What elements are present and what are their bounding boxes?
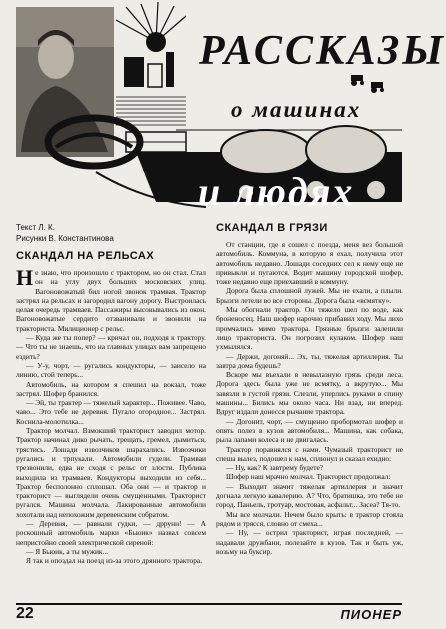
- right-column: [216, 240, 403, 600]
- right-paragraph: Мы все молчали. Нечем было крыть: в трактор стояла рядом и трясся, словно от смеха...: [216, 509, 403, 528]
- credits: [16, 222, 114, 244]
- right-paragraph: Мы обогнали трактор. Он тяжело шел по воде, как броненосец. Наш шофер нарочно прибавил ходу. Мы лихо промчались мимо трактора. Грязные брызги залепили лицо тракториста. Он погрозил кулаком. Шофер наш ухмылялся.: [216, 305, 403, 352]
- title-line-3: и людях: [198, 169, 355, 214]
- credits-text-author: Текст Л. К.: [16, 223, 55, 232]
- right-paragraph: — Догонит, чорт, — смущенно пробормотал шофер и опять полез в кузов автомобиля... Машина, как собака, рыла лапами колеса и не двигалась.: [216, 416, 403, 445]
- right-paragraph: Трактор поравнялся с нами. Чумазый тракторист не спеша вылез, подошел к нам, сплюнул и сказал ехидно:: [216, 444, 403, 463]
- left-column: [16, 265, 206, 600]
- left-section-heading: СКАНДАЛ НА РЕЛЬСАХ: [16, 250, 155, 262]
- left-paragraph: Автомобиль, на котором я спешил на вокзал, тоже застрял. Шофер бранился.: [16, 379, 206, 398]
- page-number: 22: [16, 605, 34, 622]
- right-paragraph: Шофер наш мрачно молчал. Тракторист продолжал:: [226, 472, 391, 482]
- left-paragraph: — У-у, чорт, — ругались кондукторы, — заисело на линию, стой теперь...: [16, 360, 206, 380]
- left-first-paragraph: [16, 265, 206, 333]
- right-paragraph: Вскоре мы въехали в невылазную грязь среди леса. Дорога здесь была уже не всмятку, а вкрутую... Мы завязли в густой грязи. Слезли, уперлись руками в спину машины... Бились мы около часа. Ни взад, ни вперед. Вдруг издали донесся рычание трактора.: [216, 370, 403, 417]
- left-paragraph: — Деревня, — равнали гудки, — дррунн! — А роскошный автомобиль марки «Бьюик» назвал совсем непристойно своей электрической сиреной:: [16, 519, 206, 547]
- title-line-2: о машинах: [231, 97, 362, 122]
- credits-drawings-author: Рисунки В. Константинова: [16, 234, 114, 243]
- right-paragraph: От станции, где я сошел с поезда, меня вез большой автомобиль. Коммуна, в которую я ехал, получила этот автомобиль недавно. Лошади соседних сел к нему еще не привыкли и пугаются. Водит машину городской шофер, тоже недавно еще приехавший в коммуну.: [216, 240, 403, 287]
- left-paragraph: — Я Бьюик, а ты мужик...: [26, 546, 109, 556]
- drop-cap: Н: [16, 265, 34, 290]
- left-paragraph: Я так и опоздал на поезд из-за этого дрянного трактора.: [26, 556, 203, 566]
- right-paragraph: — Ну, как? К завтрему будете?: [226, 463, 324, 473]
- right-paragraph: — Ну, — острил тракторист, играя последней, — надавали дружбани, полезайте в кузов. Так и быть уж, возьму на буксир.: [216, 528, 403, 556]
- left-paragraph: — Куда же ты попер? — кричал он, подходя к трактору. — Что ты не знаешь, что на главных улицах вам запрещено ездить?: [16, 333, 206, 361]
- magazine-name: ПИОНЕР: [340, 607, 402, 622]
- left-first-text: е знаю, что произошло с трактором, но он стал. Стал он на углу двух больших московских улиц. Вагоновожатый бил ногой звонок трамвая. Трактор застрял на рельсах и загородил вагону дорогу. Выстроилась целая очередь трамваев. Пассажиры высовывались из окон. Вагоновожатые сердито отзванивали и звонили на тракториста. Милиционер с рельс.: [16, 268, 206, 333]
- title-line-1: РАССКАЗЫ: [199, 28, 446, 74]
- left-paragraph: Трактор молчал. Взмокший тракторист заводил мотор. Трактор начинал дико рычать, трещать, гремел, дымиться, трястись. Лошади извозчиков шарахались. Извозчики ругались и трпукали. Автомобили гудели. Трамваи трезвонили, едва не сходя с рельс от злости. Публика выходила из трамваев. Кондукторы выходили из себя... Трактор бесполонно сплошал. Оба они — и трактор и тракторист — выглядели очень смущенными. Тракторист ругался. Машина молчала. Лакированные автомобили хохотали над непохожим деревенским собратом.: [16, 426, 206, 519]
- right-paragraph: — Выходит значит тяжелая артиллерия и значит догнала легкую кавалерию. А? Что, братишка, это тебе не город. Паньель, тротуар, мостовая, асфальт... Засеа? Тя-то.: [216, 481, 403, 510]
- left-paragraph: — Эй, ты трактер — тяжелый характер... Поживее. Чаво, чаво... Это тебе не деревня. Пугало огородное... Застрял. Коснила-молотилка...: [16, 398, 206, 426]
- right-section-heading: СКАНДАЛ В ГРЯЗИ: [216, 222, 328, 234]
- right-paragraph: — Держи, догоняй... Эх, ты, тяжелая артиллерия. Ты завтра дома будешь?: [216, 351, 403, 370]
- right-paragraph: Дорога была сплошной лужей. Мы не ехали, а плыли. Брызги летели во все стороны. Дорога была «всмятку».: [216, 286, 403, 305]
- footer-rule: [16, 603, 402, 605]
- title-illustration: [16, 2, 446, 214]
